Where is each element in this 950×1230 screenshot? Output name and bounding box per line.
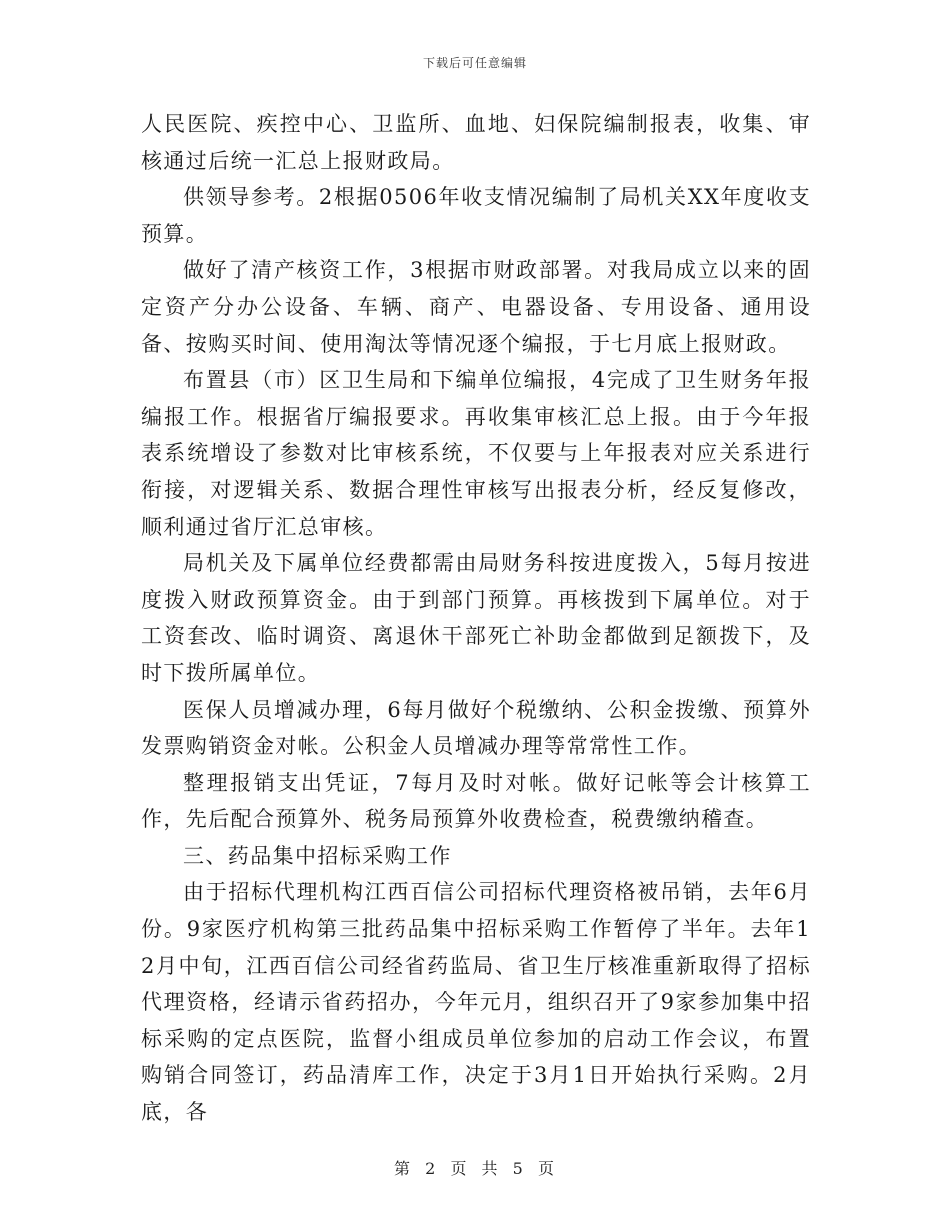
paragraph: 整理报销支出凭证，7每月及时对帐。做好记帐等会计核算工作，先后配合预算外、税务局预算外收费检查，税费缴纳稽查。 bbox=[141, 770, 811, 832]
paragraph: 做好了清产核资工作，3根据市财政部署。对我局成立以来的固定资产分办公设备、车辆、商产、电器设备、专用设备、通用设备、按购买时间、使用淘汰等情况逐个编报，于七月底上报财政。 bbox=[141, 258, 811, 356]
paragraph: 医保人员增减办理，6每月做好个税缴纳、公积金拨缴、预算外发票购销资金对帐。公积金人员增减办理等常常性工作。 bbox=[141, 697, 811, 759]
total-label: 共 bbox=[481, 1159, 500, 1178]
total-pages: 5 bbox=[512, 1159, 525, 1178]
total-unit: 页 bbox=[537, 1159, 556, 1178]
paragraph: 布置县（市）区卫生局和下编单位编报，4完成了卫生财务年报编报工作。根据省厅编报要求。再收集审核汇总上报。由于今年报表系统增设了参数对比审核系统，不仅要与上年报表对应关系进行衔接，对逻辑关系、数据合理性审核写出报表分析，经反复修改，顺利通过省厅汇总审核。 bbox=[141, 368, 811, 539]
page-footer bbox=[0, 1156, 950, 1179]
document-body bbox=[141, 106, 811, 1131]
page-unit: 页 bbox=[450, 1159, 469, 1178]
paragraph: 局机关及下属单位经费都需由局财务科按进度拨入，5每月按进度拨入财政预算资金。由于到部门预算。再核拨到下属单位。对于工资套改、临时调资、离退休干部死亡补助金都做到足额拨下，及时下拨所属单位。 bbox=[141, 551, 811, 685]
paragraph: 供领导参考。2根据0506年收支情况编制了局机关XX年度收支预算。 bbox=[141, 185, 811, 246]
page-header: 下载后可任意编辑 bbox=[422, 56, 527, 70]
paragraph-continuation: 人民医院、疾控中心、卫监所、血地、妇保院编制报表，收集、审核通过后统一汇总上报财政局。 bbox=[141, 112, 811, 173]
paragraph: 由于招标代理机构江西百信公司招标代理资格被吊销，去年6月份。9家医疗机构第三批药品集中招标采购工作暂停了半年。去年12月中旬，江西百信公司经省药监局、省卫生厅核准重新取得了招标代理资格，经请示省药招办，今年元月，组织召开了9家参加集中招标采购的定点医院，监督小组成员单位参加的启动工作会议，布置购销合同签订，药品清库工作，决定于3月1日开始执行采购。2月底，各 bbox=[141, 880, 811, 1125]
page-label: 第 bbox=[394, 1159, 413, 1178]
page-number: 2 bbox=[425, 1159, 438, 1178]
section-heading: 三、药品集中招标采购工作 bbox=[183, 843, 452, 868]
